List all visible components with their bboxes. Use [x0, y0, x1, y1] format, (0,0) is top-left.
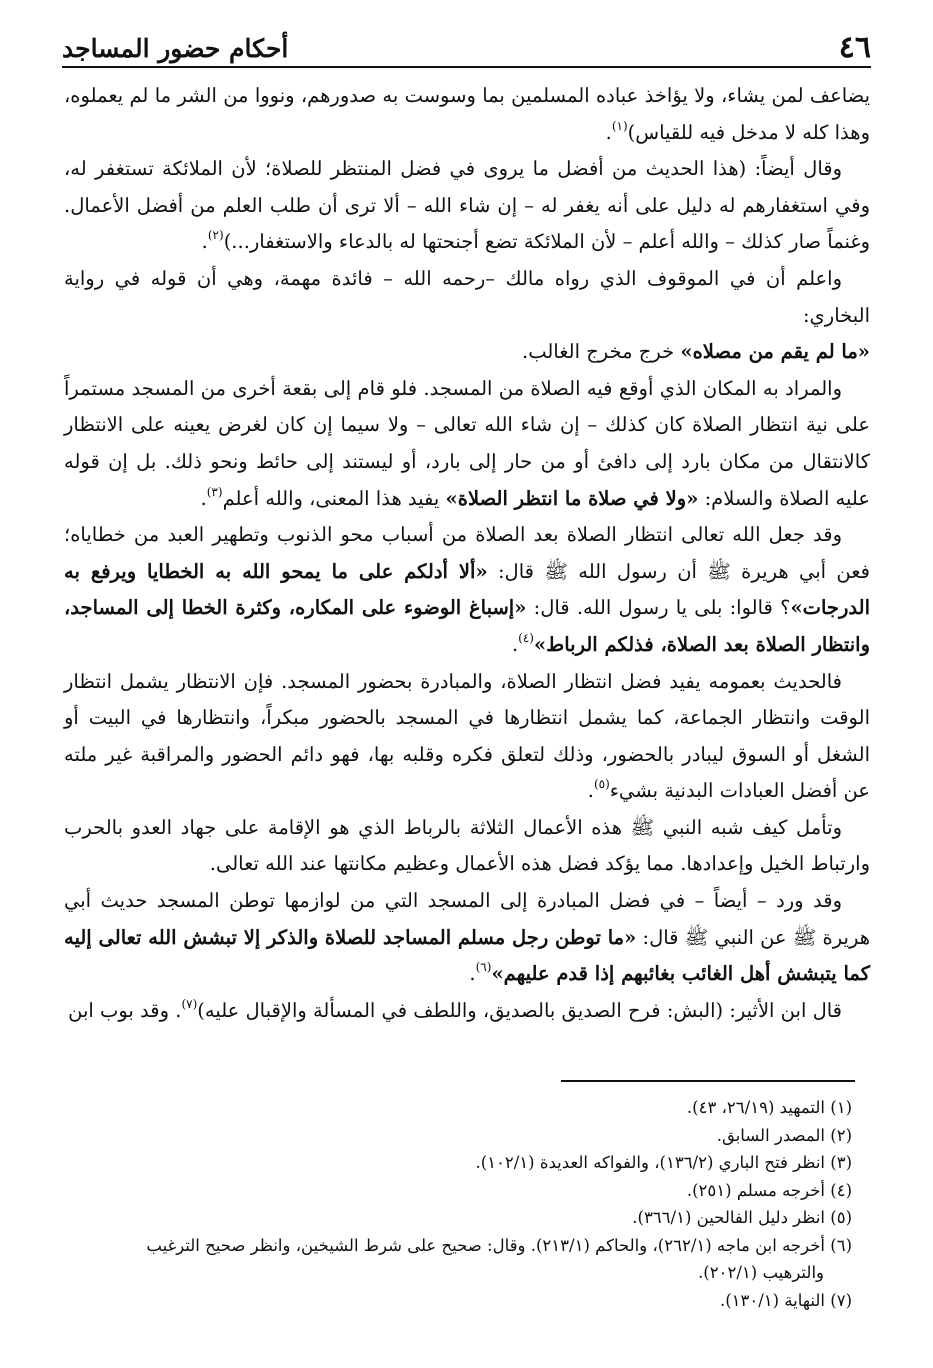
footnotes — [64, 1094, 870, 1314]
footnote-separator — [561, 1080, 855, 1082]
footnote-ref[interactable]: (٣) — [206, 484, 223, 499]
footnote-item: (٥) انظر دليل الفالحين (٣٦٦/١). — [632, 1208, 852, 1227]
footnote-ref[interactable]: (٦) — [475, 960, 492, 975]
footnote-ref[interactable]: (٤) — [518, 630, 534, 645]
paragraph: قال ابن الأثير: (البش: فرح الصديق بالصديق، واللطف في المسألة والإقبال عليه)$^{(٧)}$. وقد بوب ابن — [68, 996, 842, 1022]
main-text — [64, 78, 870, 1029]
hadith-quote: «ولا في صلاة ما انتظر الصلاة» — [445, 486, 699, 510]
hadith-quote: «ما توطن رجل مسلم المساجد للصلاة والذكر إلا تبشش الله تعالى إليه كما يتبشش أهل الغائب بغائبهم إذا قدم عليهم» — [64, 925, 870, 986]
paragraph: فالحديث بعمومه يفيد فضل انتظار الصلاة، والمبادرة بحضور المسجد. فإن الانتظار يشمل انتظار الوقت وانتظار الجماعة، كما يشمل انتظارها في المسجد بالحضور مبكراً، وانتظارها في البيت أو الشغل أو السوق ليبادر بالحضور، وذلك لتعلق فكره وقلبه بها، فهو دائم الحضور والمراقبة غير ملته عن أفضل العبادات البدنية بشيء$^{(٥)}$. — [64, 669, 870, 803]
footnote-item: (٢) المصدر السابق. — [716, 1125, 852, 1145]
paragraph: وقال أيضاً: (هذا الحديث من أفضل ما يروى في فضل المنتظر للصلاة؛ لأن الملائكة تستغفر له، وفي استغفارهم له دليل على أنه يغفر له – إن شاء الله – ألا ترى أن طلب العلم من أفضل الأعمال. وغنماً صار كذلك – والله أعلم – لأن الملائكة تضع أجنحتها له بالدعاء والاستغفار...)$^{(٢)}$. — [64, 157, 870, 254]
paragraph: يضاعف لمن يشاء، ولا يؤاخذ عباده المسلمين بما وسوست به صدورهم، ونووا من الشر ما لم يعملوه، وهذا كله لا مدخل فيه للقياس)$^{(١)}$. — [64, 84, 870, 144]
header-rule — [62, 66, 871, 68]
hadith-quote: «إسباغ الوضوء على المكاره، وكثرة الخطا إلى المساجد، وانتظار الصلاة بعد الصلاة، فذلكم الرباط» — [64, 596, 870, 656]
paragraph: وقد جعل الله تعالى انتظار الصلاة بعد الصلاة من أسباب محو الذنوب وتطهير العبد من خطاياه؛ فعن أبي هريرة ﷺ أن رسول الله ﷺ قال: «ألا أدلكم على ما يمحو الله به الخطايا ويرفع به الدرجات»؟ قالوا: بلى يا رسول الله. قال: «إسباغ الوضوء على المكاره، وكثرة الخطا إلى المساجد، وانتظار الصلاة بعد الصلاة، فذلكم الرباط»$^{(٤)}$. — [64, 523, 870, 656]
page-number: ٤٦ — [838, 30, 871, 65]
footnote-ref[interactable]: (١) — [611, 118, 628, 133]
footnote-ref[interactable]: (٥) — [593, 777, 610, 792]
paragraph: وتأمل كيف شبه النبي ﷺ هذه الأعمال الثلاثة بالرباط الذي هو الإقامة على جهاد العدو بالحرب وارتباط الخيل وإعدادها. مما يؤكد فضل هذه الأعمال وعظيم مكانتها عند الله تعالى. — [64, 815, 870, 876]
hadith-quote: «ألا أدلكم على ما يمحو الله به الخطايا ويرفع به الدرجات» — [64, 559, 870, 620]
footnote-ref[interactable]: (٢) — [207, 228, 224, 243]
running-title: أحكام حضور المساجد — [62, 34, 289, 63]
paragraph: والمراد به المكان الذي أوقع فيه الصلاة من المسجد. فلو قام إلى بقعة أخرى من المسجد مستمراً على نية انتظار الصلاة كان كذلك – إن شاء الله تعالى – ولا سيما إن كان لغرض يعينه على الانتظار كالانتقال من مكان بارد إلى دافئ أو من حار إلى بارد، أو ليستند إلى حائط ونحو ذلك. بل إن قوله عليه الصلاة والسلام: «ولا في صلاة ما انتظر الصلاة» يفيد هذا المعنى، والله أعلم$^{(٣)}$. — [64, 376, 870, 510]
paragraph: واعلم أن في الموقوف الذي رواه مالك –رحمه الله – فائدة مهمة، وهي أن قوله في رواية البخاري: «ما لم يقم من مصلاه» خرج مخرج الغالب. — [64, 266, 870, 364]
footnote-item: (٧) النهاية (١٣٠/١). — [719, 1290, 852, 1310]
paragraph: وقد ورد – أيضاً – في فضل المبادرة إلى المسجد التي من لوازمها توطن المسجد حديث أبي هريرة ﷺ عن النبي ﷺ قال: «ما توطن رجل مسلم المساجد للصلاة والذكر إلا تبشش الله تعالى إليه كما يتبشش أهل الغائب بغائبهم إذا قدم عليهم»$^{(٦)}$. — [64, 889, 870, 986]
page-header — [62, 28, 871, 68]
footnote-item: (٤) أخرجه مسلم (٢٥١). — [686, 1180, 852, 1200]
footnote-item-continuation: والترهيب (٢٠٢/١). — [698, 1263, 824, 1282]
footnote-item: (٦) أخرجه ابن ماجه (٢٦٢/١)، والحاكم (٢١٣/١). وقال: صحيح على شرط الشيخين، وانظر صحيح الترغيب — [146, 1235, 852, 1255]
footnote-ref[interactable]: (٧) — [181, 996, 198, 1011]
footnote-item: (١) التمهيد (٢٦/١٩، ٤٣). — [686, 1098, 852, 1117]
footnote-item: (٣) انظر فتح الباري (١٣٦/٢)، والفواكه العديدة (١٠٢/١). — [475, 1153, 852, 1172]
hadith-quote: «ما لم يقم من مصلاه» — [680, 340, 870, 364]
